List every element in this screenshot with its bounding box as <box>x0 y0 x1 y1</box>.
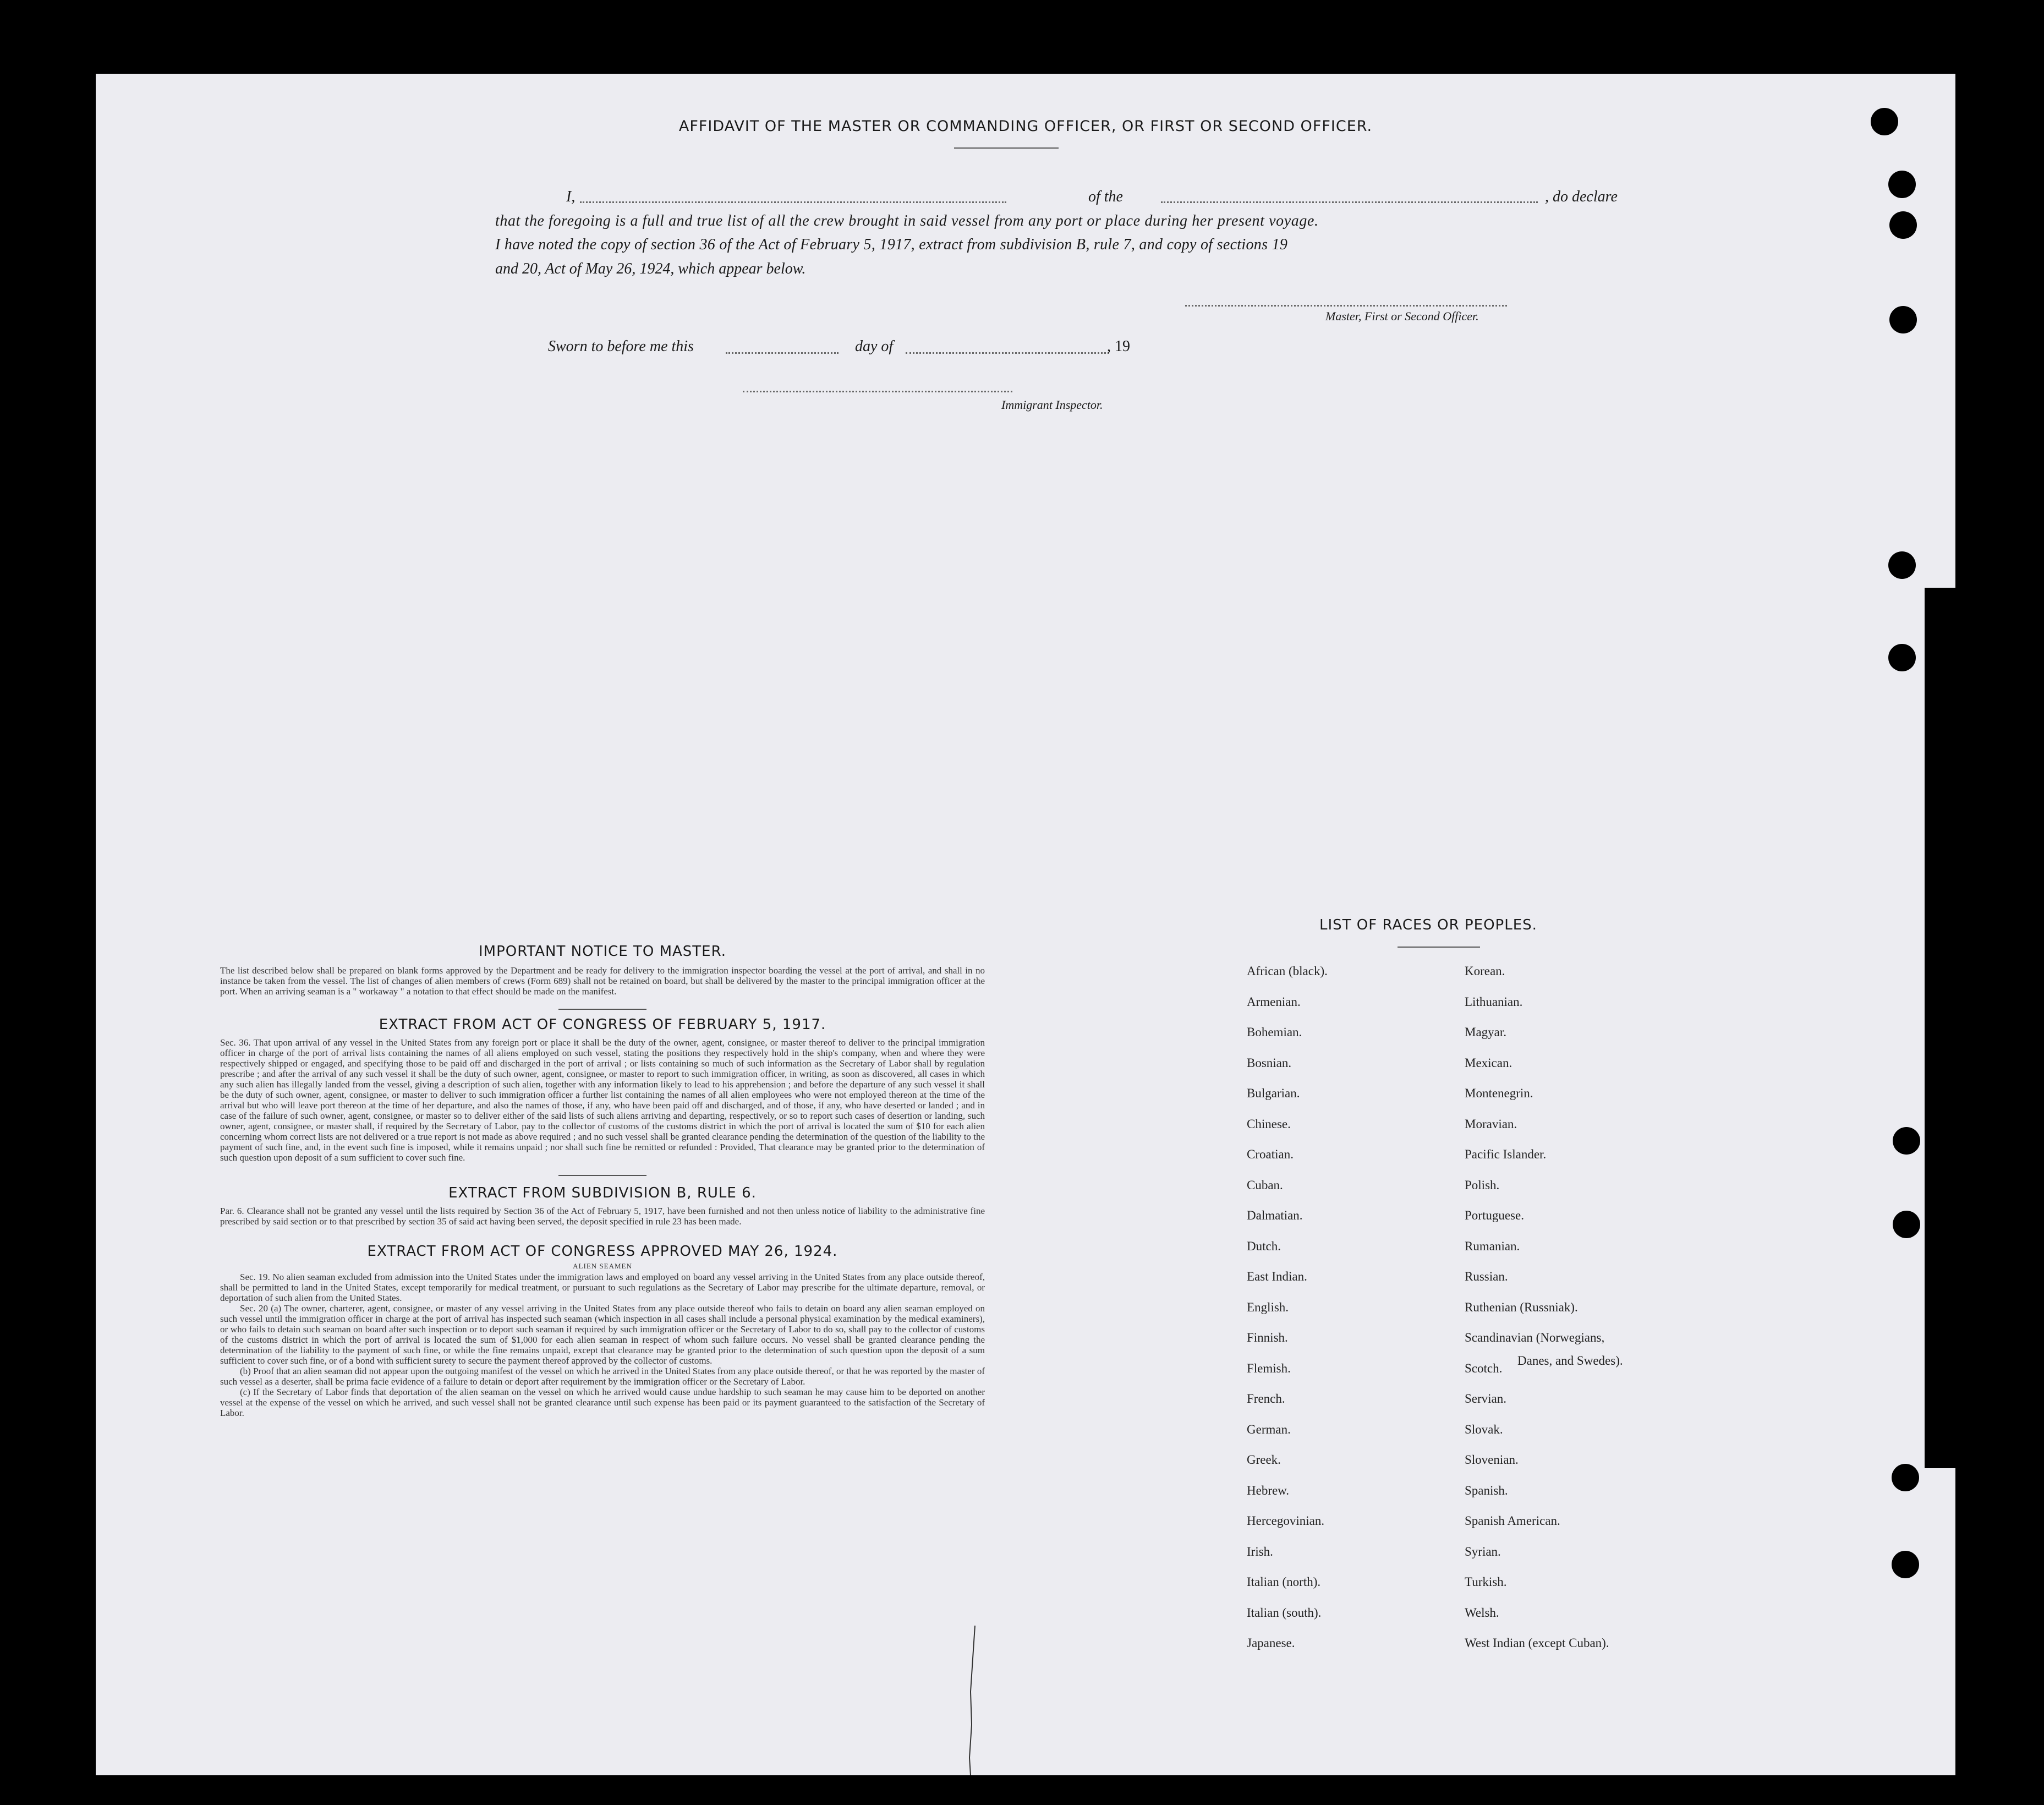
punch-hole <box>1893 1127 1920 1155</box>
affidavit-word-do-declare: , do declare <box>1545 188 1618 205</box>
master-name-line <box>580 201 1006 203</box>
extract-1917-body: Sec. 36. That upon arrival of any vessel in the United States from any foreign port or place it shall be the duty of the owner, agent, consignee, or master thereof to deliver to the principal immigration officer in charge of the port of arrival lists containing the names of all aliens employed on such vessel, stating the positions they respectively hold in the ship's company, when and where they were respectively shipped or engaged, and specifying those to be paid off and discharged in the port of arrival ; or lists containing so much of such information as the Secretary of Labor shall by regulation prescribe ; and after the arrival of any such vessel it shall be the duty of such owner, agent, consignee, or master to report to such immigration officer, in writing, as soon as discovered, all cases in which any such alien has illegally landed from the vessel, giving a description of such alien, together with any information likely to lead to his apprehension ; and before the departure of any such vessel it shall be the duty of such owner, agent, consignee, or master to deliver to such immigration officer a further list containing the names of all alien employees who were not employed thereon at the time of the arrival but who will leave port thereon at the time of her departure, and also the names of those, if any, who have been paid off and discharged, and of those, if any, who have deserted or landed ; and in case of the failure of such owner, agent, consignee, or master so to deliver either of the said lists of such aliens arriving and departing, respectively, or so to report such cases of desertion or landing, such owner, agent, consignee, or master shall, if required by the Secretary of Labor, pay to the collector of customs of the customs district in which the port of arrival is located the sum of $10 for each alien concerning whom correct lists are not delivered or a true report is not made as above required ; and no such vessel shall be granted clearance pending the determination of the question of the liability to the payment of such fine, and, in the event such fine is imposed, while it remains unpaid ; nor shall such fine be remitted or refunded : Provided, That clearance may be granted prior to the determination of such question upon deposit of a sum sufficient to cover such fine. <box>220 1037 985 1163</box>
race-item: Servian. <box>1465 1392 1507 1405</box>
race-item: Armenian. <box>1247 994 1301 1009</box>
races-divider <box>1398 947 1480 948</box>
affidavit-title: AFFIDAVIT OF THE MASTER OR COMMANDING OFFICER, OR FIRST OR SECOND OFFICER. <box>678 118 1373 135</box>
race-item: Croatian. <box>1247 1147 1294 1161</box>
race-item: Greek. <box>1247 1453 1281 1467</box>
race-item: African (black). <box>1247 964 1328 978</box>
race-item: French. <box>1247 1392 1285 1405</box>
extract-1924-sec19: Sec. 19. No alien seaman excluded from admission into the United States under the immigration laws and employed on board any vessel arriving in the United States from any place outside thereof, shall be permitted to land in the United States, except temporarily for medical treatment, or pursuant to such regulations as the Secretary of Labor may prescribe for the ultimate departure, removal, or deportation of such alien from the United States. <box>220 1272 985 1303</box>
affidavit-line-3: I have noted the copy of section 36 of the Act of February 5, 1917, extract from subdivision B, rule 7, and copy of sections 19 <box>495 236 1288 253</box>
punch-hole <box>1893 1211 1920 1238</box>
race-item: Korean. <box>1465 964 1505 978</box>
year-text: , 19 <box>1107 338 1130 355</box>
race-item: Chinese. <box>1247 1117 1291 1131</box>
race-item: English. <box>1247 1300 1289 1314</box>
race-item: Pacific Islander. <box>1465 1147 1547 1161</box>
extract-1917-title: EXTRACT FROM ACT OF CONGRESS OF FEBRUARY 5, 1917. <box>379 1016 826 1033</box>
race-item: Italian (north). <box>1247 1575 1321 1589</box>
race-item: Magyar. <box>1465 1025 1507 1039</box>
title-divider <box>954 147 1059 149</box>
vessel-name-line <box>1161 201 1538 203</box>
extract-1924-title: EXTRACT FROM ACT OF CONGRESS APPROVED MAY 26, 1924. <box>367 1243 838 1260</box>
race-item: Cuban. <box>1247 1178 1283 1192</box>
legal-column <box>220 943 985 1418</box>
extract-1924-sec20c: (c) If the Secretary of Labor finds that deportation of the alien seaman on the vessel on which he arrived would cause undue hardship to such seaman he may cause him to be deported on another vessel at the expense of the vessel on which he arrived, and such vessel shall not be granted clearance until such expense has been paid or its payment guaranteed to the satisfaction of the Secretary of Labor. <box>220 1387 985 1418</box>
punch-hole <box>1889 211 1917 239</box>
race-item: Turkish. <box>1465 1575 1507 1589</box>
race-item: Scandinavian (Norwegians, <box>1465 1331 1605 1344</box>
punch-hole <box>1892 1464 1919 1491</box>
race-item: Russian. <box>1465 1270 1508 1283</box>
affidavit-line-2: that the foregoing is a full and true list of all the crew brought in said vessel from any port or place during her present voyage. <box>495 212 1319 229</box>
notice-body: The list described below shall be prepared on blank forms approved by the Department and be ready for delivery to the immigration inspector boarding the vessel at the port of arrival, and shall in no instance be taken from the vessel. The list of changes of alien members of crews (Form 689) shall not be retained on board, but shall be delivered by the master to the principal immigration officer at the port. When an arriving seaman is a " workaway " a notation to that effect should be made on the manifest. <box>220 965 985 997</box>
race-item: Irish. <box>1247 1544 1273 1558</box>
extract-1924-subtitle: ALIEN SEAMEN <box>573 1262 632 1270</box>
race-item: Scotch. <box>1465 1361 1503 1375</box>
punch-hole <box>1888 644 1916 671</box>
race-item: Spanish. <box>1465 1483 1508 1497</box>
extract-rule6-title: EXTRACT FROM SUBDIVISION B, RULE 6. <box>448 1185 757 1201</box>
punch-hole <box>1888 551 1916 579</box>
notice-title: IMPORTANT NOTICE TO MASTER. <box>478 943 727 960</box>
sworn-day-line <box>726 352 839 354</box>
document-page <box>96 74 1955 1775</box>
punch-hole <box>1889 306 1917 333</box>
race-item: Bohemian. <box>1247 1025 1302 1039</box>
punch-hole <box>1888 171 1916 198</box>
race-item: Japanese. <box>1247 1636 1295 1650</box>
race-item: Rumanian. <box>1465 1239 1520 1253</box>
punch-hole <box>1871 108 1898 135</box>
day-of-text: day of <box>855 338 894 355</box>
race-item: Bosnian. <box>1247 1055 1292 1070</box>
race-item: East Indian. <box>1247 1270 1307 1283</box>
sworn-month-line <box>906 352 1109 354</box>
sworn-text: Sworn to before me this <box>548 338 694 355</box>
race-item: Italian (south). <box>1247 1605 1322 1620</box>
race-item: Welsh. <box>1465 1605 1499 1620</box>
affidavit-word-i: I, <box>566 188 576 205</box>
race-item: Slovak. <box>1465 1422 1503 1436</box>
paper-tear <box>965 1626 982 1775</box>
race-item: Flemish. <box>1247 1361 1291 1375</box>
race-item: Slovenian. <box>1465 1453 1519 1467</box>
page-notch <box>1925 588 1958 1468</box>
extract-1924-sec20a: Sec. 20 (a) The owner, charterer, agent, consignee, or master of any vessel arriving in the United States from any place outside thereof who fails to detain on board any alien seaman employed on such vessel until the immigration officer in charge at the port of arrival has inspected such seaman (which inspection in all cases shall include a personal physical examination by the medical examiners), or who fails to detain such seaman on board after such inspection or to deport such seaman if required by such immigration officer or the Secretary of Labor to do so, shall pay to the collector of customs of the customs district in which the port of arrival is located the sum of $1,000 for each alien seaman in respect of whom such failure occurs. No vessel shall be granted clearance pending the determination of the liability to the payment of such fine, or while the fine remains unpaid, except that clearance may be granted prior to the determination of such question upon the deposit of a sum sufficient to cover such fine, or of a bond with sufficient surety to secure the payment thereof approved by the collector of customs. <box>220 1303 985 1366</box>
race-item: Mexican. <box>1465 1055 1513 1070</box>
race-scandinavian-continuation: Danes, and Swedes). <box>1517 1354 1623 1368</box>
race-item: Hercegovinian. <box>1247 1514 1325 1528</box>
race-item: Dalmatian. <box>1247 1208 1303 1222</box>
race-item: Lithuanian. <box>1465 994 1523 1009</box>
master-signature-line <box>1185 305 1507 307</box>
race-item: West Indian (except Cuban). <box>1465 1636 1609 1650</box>
race-item: Spanish American. <box>1465 1514 1560 1528</box>
race-item: Moravian. <box>1465 1117 1517 1131</box>
inspector-signature-label: Immigrant Inspector. <box>1001 398 1103 412</box>
races-title: LIST OF RACES OR PEOPLES. <box>1319 917 1537 933</box>
race-item: Dutch. <box>1247 1239 1281 1253</box>
notice-divider <box>558 1009 646 1010</box>
extract-rule6-body: Par. 6. Clearance shall not be granted any vessel until the lists required by Section 36 of the Act of February 5, 1917, have been furnished and not then unless notice of liability to the administrative fine prescribed by said section or to that prescribed by section 35 of said act having been served, the deposit specified in rule 23 has been made. <box>220 1206 985 1227</box>
race-item: Ruthenian (Russniak). <box>1465 1300 1578 1314</box>
punch-hole <box>1892 1551 1919 1578</box>
race-item: Portuguese. <box>1465 1208 1524 1222</box>
race-item: Bulgarian. <box>1247 1086 1300 1100</box>
inspector-signature-line <box>743 391 1012 392</box>
race-item: Hebrew. <box>1247 1483 1290 1497</box>
race-item: Montenegrin. <box>1465 1086 1533 1100</box>
affidavit-line-4: and 20, Act of May 26, 1924, which appear below. <box>495 260 806 277</box>
extract-1924-sec20b: (b) Proof that an alien seaman did not appear upon the outgoing manifest of the vessel on which he arrived in the United States from any place outside thereof, or that he was reported by the master of such vessel as a deserter, shall be prima facie evidence of a failure to detain or deport after requirement by the immigration officer or the Secretary of Labor. <box>220 1366 985 1387</box>
race-item: Polish. <box>1465 1178 1500 1192</box>
affidavit-word-of-the: of the <box>1088 188 1123 205</box>
extract-1917-divider <box>558 1175 646 1176</box>
race-item: Finnish. <box>1247 1331 1288 1344</box>
master-signature-label: Master, First or Second Officer. <box>1325 309 1479 323</box>
race-item: Syrian. <box>1465 1544 1501 1558</box>
race-item: German. <box>1247 1422 1291 1436</box>
